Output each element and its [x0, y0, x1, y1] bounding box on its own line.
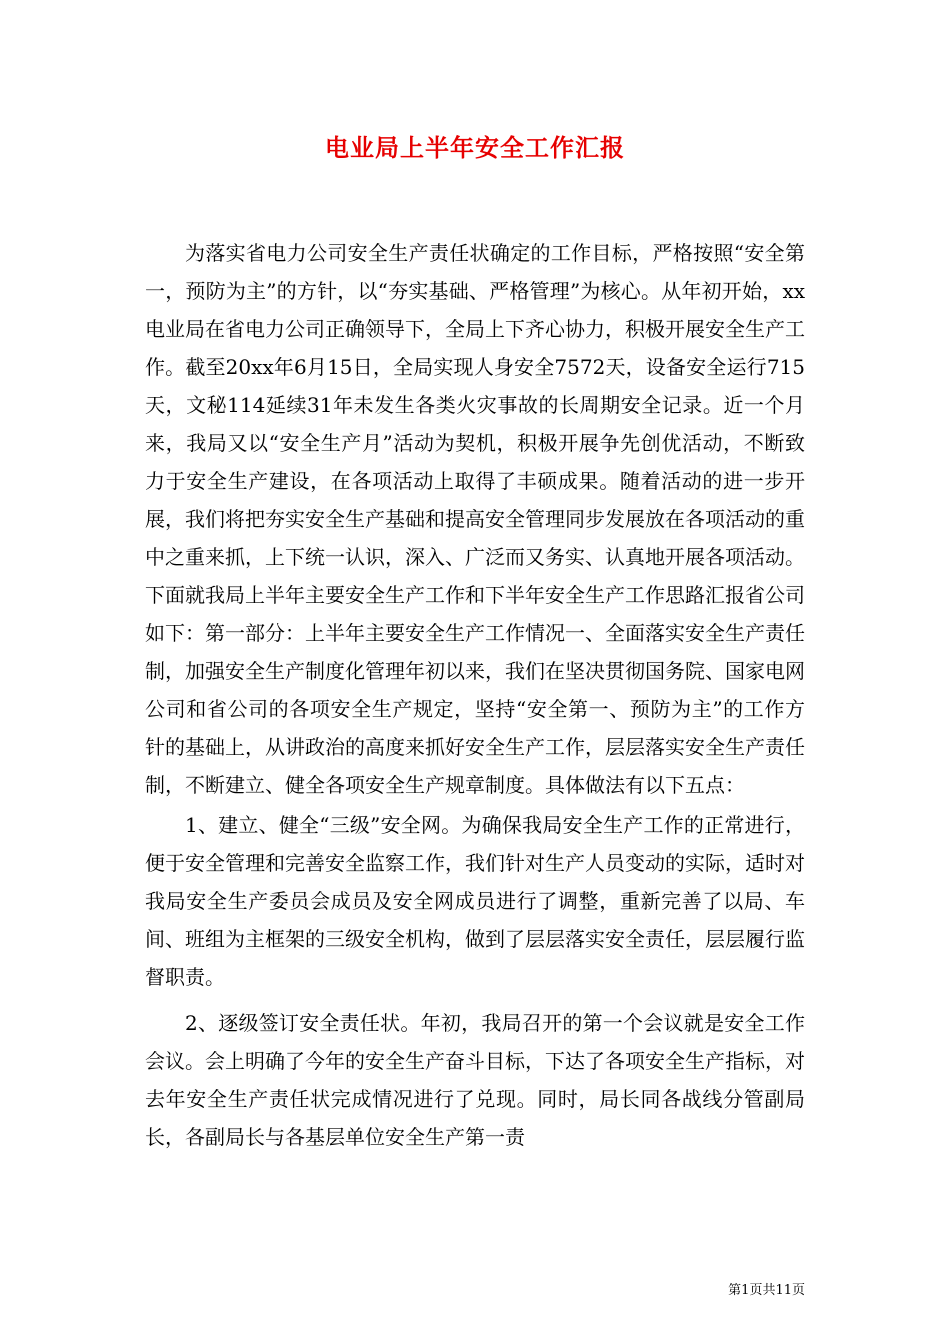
- body-paragraph-item-1: 1、建立、健全“三级”安全网。为确保我局安全生产工作的正常进行，便于安全管理和完善安全监察工作，我们针对生产人员变动的实际，适时对我局安全生产委员会成员及安全网成员进行了调整，重新完善了以局、车间、班组为主框架的三级安全机构，做到了层层落实安全责任，层层履行监督职责。: [145, 813, 805, 989]
- body-paragraph-item-2: 2、逐级签订安全责任状。年初，我局召开的第一个会议就是安全工作会议。会上明确了今年的安全生产奋斗目标，下达了各项安全生产指标，对去年安全生产责任状完成情况进行了兑现。同时，局长同各战线分管副局长，各副局长与各基层单位安全生产第一责: [145, 1011, 805, 1149]
- body-paragraph-intro: 为落实省电力公司安全生产责任状确定的工作目标，严格按照“安全第一，预防为主”的方针，以“夯实基础、严格管理”为核心。从年初开始，xx电业局在省电力公司正确领导下，全局上下齐心协力，积极开展安全生产工作。截至20xx年6月15日，全局实现人身安全7572天，设备安全运行715天，文秘114延续31年未发生各类火灾事故的长周期安全记录。近一个月来，我局又以“安全生产月”活动为契机，积极开展争先创优活动，不断致力于安全生产建设，在各项活动上取得了丰硕成果。随着活动的进一步开展，我们将把夯实安全生产基础和提高安全管理同步发展放在各项活动的重中之重来抓，上下统一认识，深入、广泛而又务实、认真地开展各项活动。下面就我局上半年主要安全生产工作和下半年安全生产工作思路汇报省公司如下：第一部分：上半年主要安全生产工作情况一、全面落实安全生产责任制，加强安全生产制度化管理年初以来，我们在坚决贯彻国务院、国家电网公司和省公司的各项安全生产规定，坚持“安全第一、预防为主”的工作方针的基础上，从讲政治的高度来抓好安全生产工作，层层落实安全生产责任制，不断建立、健全各项安全生产规章制度。具体做法有以下五点：: [145, 241, 805, 797]
- document-title: 电业局上半年安全工作汇报: [325, 133, 625, 162]
- page-number-footer: 第1页共11页: [728, 1283, 805, 1298]
- document-body: [145, 234, 805, 1156]
